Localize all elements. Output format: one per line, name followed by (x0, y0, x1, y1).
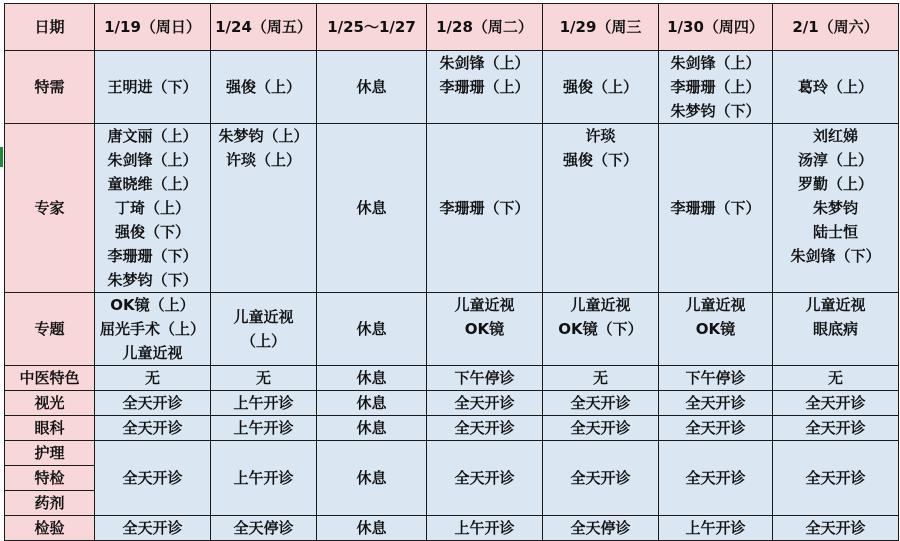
schedule-cell: 休息 (317, 391, 427, 416)
schedule-cell: 全天开诊 (543, 441, 659, 516)
doctor-entry: 葛玲（上） (797, 78, 873, 96)
schedule-cell: 全天开诊 (659, 416, 773, 441)
doctor-entry: 童晓维（上） (107, 175, 198, 193)
schedule-cell (427, 124, 543, 293)
doctor-entry: 唐文丽（上） (107, 127, 198, 145)
schedule-cell (211, 293, 317, 366)
schedule-cell: 上午开诊 (211, 391, 317, 416)
schedule-cell (659, 124, 773, 293)
doctor-entry: 许琰（上） (225, 151, 301, 169)
date-header: 1/25～1/27 (317, 4, 427, 51)
topic-entry: OK镜（上） (110, 296, 195, 314)
doctor-entry: 丁琦（上） (114, 199, 190, 217)
outpatient-schedule-table (4, 3, 899, 541)
schedule-cell: 全天开诊 (427, 416, 543, 441)
schedule-cell: 无 (543, 366, 659, 391)
schedule-cell: 下午停诊 (427, 366, 543, 391)
schedule-cell (95, 293, 211, 366)
schedule-cell (773, 124, 899, 293)
row-jianyan (5, 516, 899, 541)
schedule-cell: 全天停诊 (211, 516, 317, 541)
topic-entry: 儿童近视 (454, 296, 515, 314)
row-label: 护理 (5, 441, 95, 466)
row-tese (5, 51, 899, 124)
schedule-cell: 全天开诊 (543, 391, 659, 416)
doctor-entry: 朱梦钧（上） (218, 127, 309, 145)
date-header: 1/19（周日） (95, 4, 211, 51)
topic-entry: （上） (240, 332, 286, 350)
doctor-entry: 陆士恒 (812, 223, 858, 241)
topic-entry: OK镜 (695, 320, 736, 338)
schedule-cell (773, 51, 899, 124)
schedule-cell: 上午开诊 (211, 416, 317, 441)
topic-entry: 儿童近视 (122, 344, 183, 362)
schedule-cell: 无 (773, 366, 899, 391)
schedule-cell (773, 293, 899, 366)
doctor-entry: 朱梦钧（下） (670, 102, 761, 120)
row-label: 特检 (5, 466, 95, 491)
status-entry: 休息 (356, 320, 387, 338)
row-label: 检验 (5, 516, 95, 541)
row-yanke (5, 416, 899, 441)
topic-entry: 儿童近视 (805, 296, 866, 314)
row-indicator-mark (0, 147, 3, 167)
date-header: 1/29（周三 (543, 4, 659, 51)
schedule-cell: 上午开诊 (659, 516, 773, 541)
schedule-cell: 无 (95, 366, 211, 391)
row-label: 专家 (5, 124, 95, 293)
row-label: 眼科 (5, 416, 95, 441)
row-label: 专题 (5, 293, 95, 366)
schedule-cell (317, 51, 427, 124)
doctor-entry: 朱剑锋（上） (670, 54, 761, 72)
schedule-cell (317, 293, 427, 366)
doctor-entry: 强俊（上） (225, 78, 301, 96)
schedule-cell: 全天开诊 (427, 391, 543, 416)
schedule-cell: 上午开诊 (427, 516, 543, 541)
schedule-cell: 下午停诊 (659, 366, 773, 391)
topic-entry: OK镜 (464, 320, 505, 338)
schedule-cell (95, 51, 211, 124)
status-entry: 休息 (356, 199, 387, 217)
schedule-cell: 休息 (317, 366, 427, 391)
schedule-cell (659, 293, 773, 366)
schedule-cell (211, 124, 317, 293)
schedule-cell (317, 124, 427, 293)
schedule-cell: 全天开诊 (95, 391, 211, 416)
topic-entry: 眼底病 (812, 320, 858, 338)
row-label: 视光 (5, 391, 95, 416)
schedule-cell: 无 (211, 366, 317, 391)
date-header: 1/30（周四） (659, 4, 773, 51)
doctor-entry: 朱剑锋（上） (107, 151, 198, 169)
topic-entry: 儿童近视 (685, 296, 746, 314)
topic-entry: 儿童近视 (233, 308, 294, 326)
row-huli (5, 441, 899, 466)
schedule-cell: 休息 (317, 441, 427, 516)
schedule-cell (95, 124, 211, 293)
doctor-entry: 汤淳（上） (797, 151, 873, 169)
doctor-entry: 朱梦钧 (812, 199, 858, 217)
header-row (5, 4, 899, 51)
schedule-cell: 全天开诊 (427, 441, 543, 516)
doctor-entry: 李珊珊（下） (107, 247, 198, 265)
row-zhongyi (5, 366, 899, 391)
doctor-entry: 李珊珊（上） (670, 78, 761, 96)
schedule-cell: 休息 (317, 416, 427, 441)
doctor-entry: 朱剑锋（上） (439, 54, 530, 72)
topic-entry: 儿童近视 (570, 296, 631, 314)
schedule-cell: 全天开诊 (773, 391, 899, 416)
row-zhuanjia (5, 124, 899, 293)
doctor-entry: 李珊珊（下） (670, 199, 761, 217)
doctor-entry: 强俊（下） (114, 223, 190, 241)
date-header: 2/1（周六） (773, 4, 899, 51)
date-header: 1/28（周二） (427, 4, 543, 51)
doctor-entry: 朱剑锋（下） (790, 247, 881, 265)
status-entry: 休息 (356, 78, 387, 96)
header-date-label: 日期 (5, 4, 95, 51)
schedule-cell: 全天停诊 (543, 516, 659, 541)
doctor-entry: 李珊珊（上） (439, 78, 530, 96)
schedule-cell: 全天开诊 (773, 441, 899, 516)
doctor-entry: 强俊（下） (562, 151, 638, 169)
schedule-cell: 全天开诊 (659, 441, 773, 516)
schedule-cell: 全天开诊 (95, 516, 211, 541)
schedule-cell: 全天开诊 (543, 416, 659, 441)
row-zhuanti (5, 293, 899, 366)
schedule-cell: 全天开诊 (95, 416, 211, 441)
date-header: 1/24（周五） (211, 4, 317, 51)
schedule-cell: 休息 (317, 516, 427, 541)
row-shiguang (5, 391, 899, 416)
schedule-cell (211, 51, 317, 124)
schedule-cell (543, 51, 659, 124)
schedule-cell (543, 293, 659, 366)
doctor-entry: 强俊（上） (562, 78, 638, 96)
schedule-cell (427, 51, 543, 124)
doctor-entry: 李珊珊（下） (439, 199, 530, 217)
doctor-entry: 罗勤（上） (797, 175, 873, 193)
doctor-entry: 刘红娣 (812, 127, 858, 145)
schedule-cell: 全天开诊 (773, 516, 899, 541)
topic-entry: OK镜（下） (558, 320, 643, 338)
doctor-entry: 王明进（下） (107, 78, 198, 96)
doctor-entry: 朱梦钧（下） (107, 271, 198, 289)
schedule-cell: 全天开诊 (95, 441, 211, 516)
schedule-cell (543, 124, 659, 293)
row-label: 药剂 (5, 491, 95, 516)
topic-entry: 屈光手术（上） (99, 320, 205, 338)
row-label: 特需 (5, 51, 95, 124)
schedule-cell: 上午开诊 (211, 441, 317, 516)
schedule-cell: 全天开诊 (773, 416, 899, 441)
schedule-cell (659, 51, 773, 124)
schedule-cell: 全天开诊 (659, 391, 773, 416)
row-label: 中医特色 (5, 366, 95, 391)
doctor-entry: 许琰 (585, 127, 616, 145)
schedule-cell (427, 293, 543, 366)
